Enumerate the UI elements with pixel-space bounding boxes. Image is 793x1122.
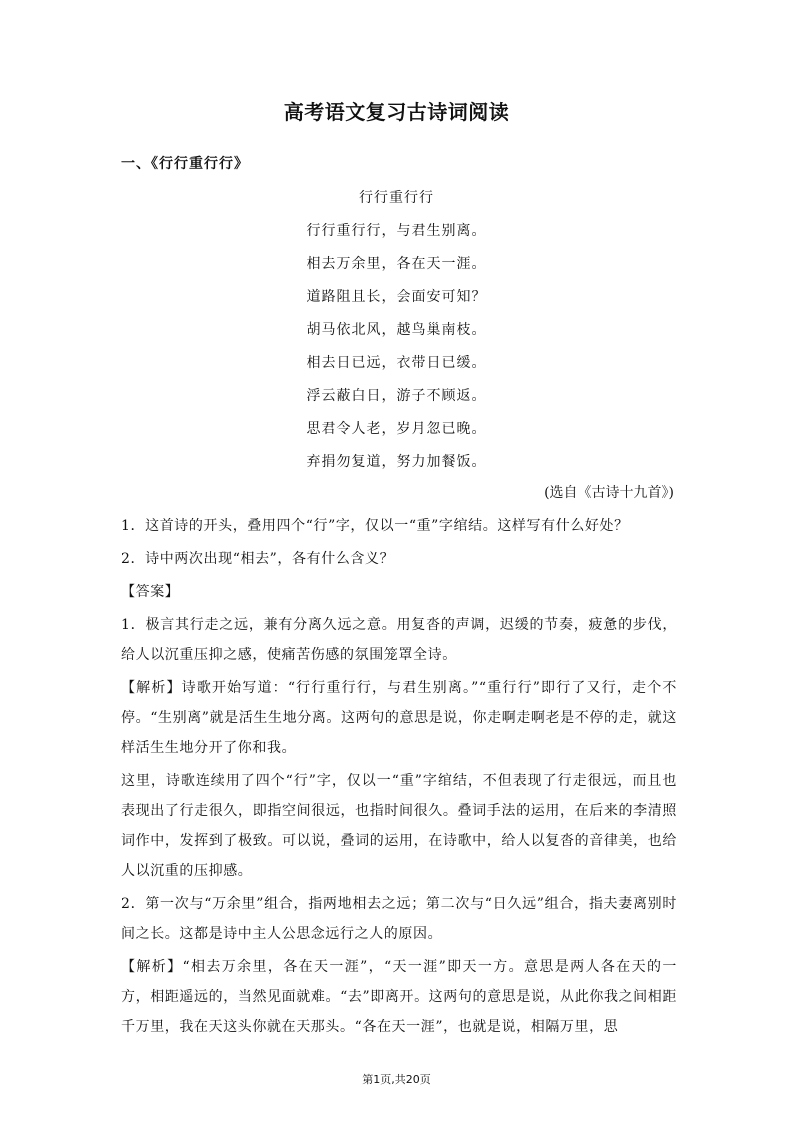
analysis-paragraph: 【解析】“相去万余里，各在天一涯”，“天一涯”即天一方。意思是两人各在天的一方，相距遥远的，当然见面就难。“去”即离开。这两句的意思是说，从此你我之间相距千万里，我在天这头你就在天那头。“各在天一涯”，也就是说，相隔万里，思 [121, 959, 677, 1035]
poem-line: 道路阻且长，会面安可知？ [306, 289, 487, 305]
question-2: 2．诗中两次出现“相去”，各有什么含义？ [121, 551, 395, 567]
answer-label: 【答案】 [121, 584, 180, 600]
analysis-paragraph: 【解析】诗歌开始写道：“行行重行行，与君生别离。”“重行行”即行了又行，走个不停。“生别离”就是活生生地分离。这两句的意思是说，你走啊走啊老是不停的走，就这样活生生地分开了你和我。 [121, 680, 677, 756]
analysis-paragraph: 这里，诗歌连续用了四个“行”字，仅以一“重”字绾结，不但表现了行走很远，而且也表现出了行走很久，即指空间很远，也指时间很久。叠词手法的运用，在后来的李清照词作中，发挥到了极致。可以说，叠词的运用，在诗歌中，给人以复沓的音律美，也给人以沉重的压抑感。 [121, 773, 677, 879]
poem-line: 弃捐勿复道，努力加餐饭。 [306, 454, 487, 470]
poem-title: 行行重行行 [359, 190, 434, 206]
poem [0, 182, 793, 479]
question-1: 1．这首诗的开头，叠用四个“行”字，仅以一“重”字绾结。这样写有什么好处？ [121, 518, 629, 534]
poem-line: 相去日已远，衣带日已缓。 [306, 355, 487, 371]
page-footer: 第1页,共20页 [362, 1073, 431, 1086]
poem-line: 胡马依北风，越鸟巢南枝。 [306, 322, 487, 338]
poem-line: 行行重行行，与君生别离。 [306, 223, 487, 239]
body-text [121, 511, 677, 1045]
poem-line: 浮云蔽白日，游子不顾返。 [306, 388, 487, 404]
answer-paragraph: 2．第一次与“万余里”组合，指两地相去之远；第二次与“日久远”组合，指夫妻离别时间之长。这都是诗中主人公思念远行之人的原因。 [121, 896, 677, 942]
answer-paragraph: 1．极言其行走之远，兼有分离久远之意。用复沓的声调，迟缓的节奏，疲惫的步伐，给人以沉重压抑之感，使痛苦伤感的氛围笼罩全诗。 [121, 617, 677, 663]
poem-source: (选自《古诗十九首》) [544, 485, 674, 501]
page-title: 高考语文复习古诗词阅读 [283, 100, 510, 124]
section-heading: 一、《行行重行行》 [121, 156, 249, 172]
poem-line: 相去万余里，各在天一涯。 [306, 256, 487, 272]
poem-line: 思君令人老，岁月忽已晚。 [306, 421, 487, 437]
